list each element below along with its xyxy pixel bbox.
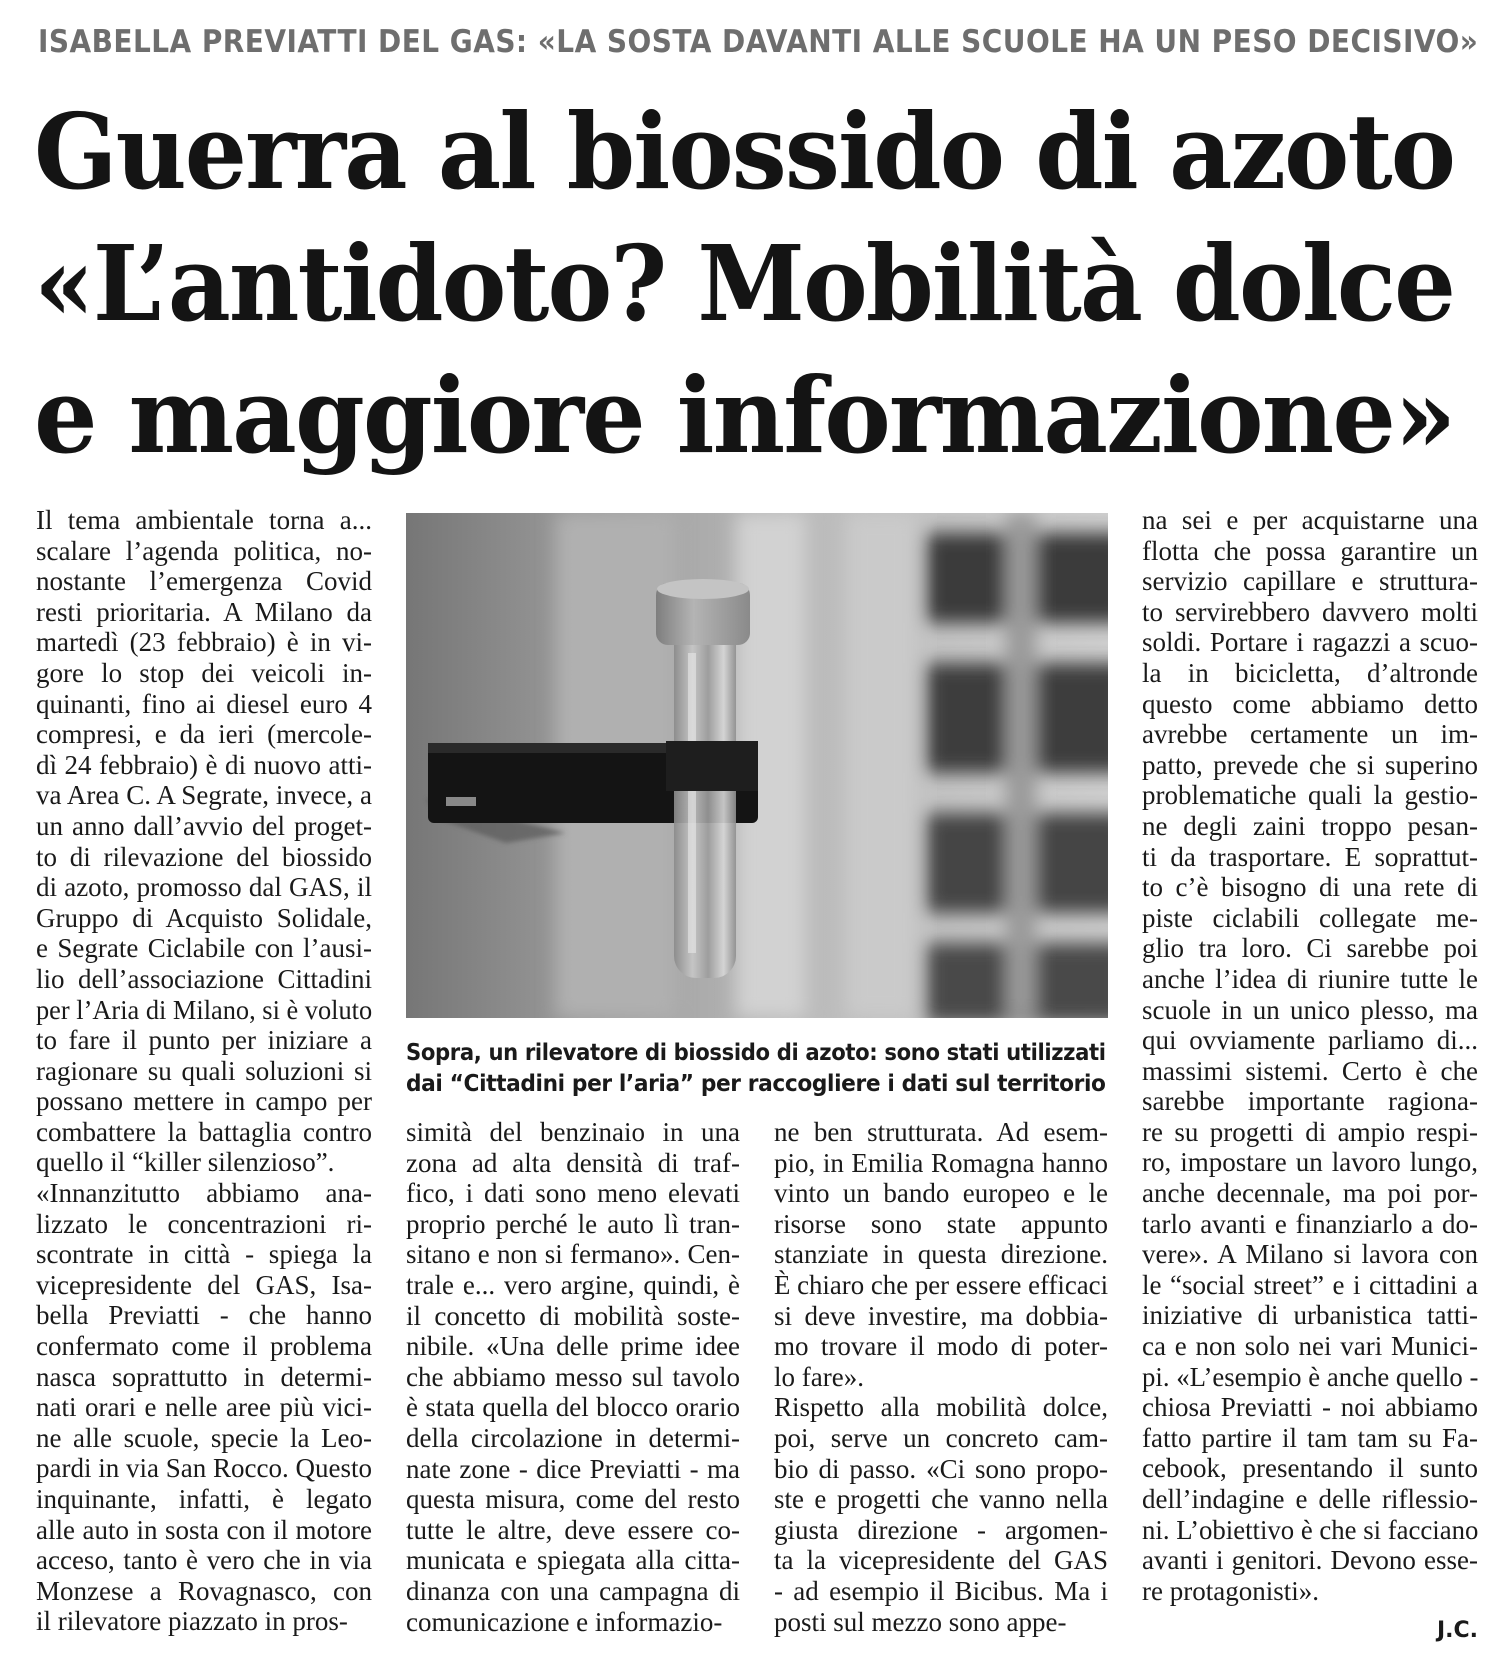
body-text-line: vinto un bando europeo e le — [774, 1178, 1108, 1209]
body-text-line: ste e progetti che vanno nella — [774, 1484, 1108, 1515]
body-text-line: È chiaro che per essere efficaci — [774, 1269, 1109, 1300]
headline-line: «L’antidoto? Mobilità dolce — [34, 222, 1455, 345]
body-text-line: avanti i genitori. Devono esse- — [1142, 1545, 1478, 1576]
author-signature: J.C. — [1436, 1618, 1478, 1643]
body-text-line: di azoto, promosso dal GAS, il — [36, 872, 372, 903]
article-photo — [406, 513, 1108, 1018]
body-text-line: ne degli zaini troppo pesan- — [1142, 810, 1478, 841]
body-text-line: glio tra loro. Ci sarebbe poi — [1142, 933, 1478, 964]
body-text-line: pio, in Emilia Romagna hanno — [774, 1147, 1108, 1178]
body-text-line: fico, i dati sono meno elevati — [406, 1178, 740, 1209]
body-text-line: il rilevatore piazzato in pros- — [36, 1606, 348, 1637]
body-text-line: nostante l’emergenza Covid — [36, 566, 372, 597]
body-text-line: lo fare». — [774, 1361, 864, 1392]
body-text-line: compresi, e da ieri (mercole- — [36, 719, 372, 750]
body-text-line: pi. «L’esempio è anche quello - — [1142, 1361, 1479, 1392]
body-text-line: che abbiamo messo sul tavolo — [406, 1361, 740, 1392]
body-text-line: ti da trasportare. E soprattut- — [1142, 841, 1478, 872]
body-text-line: questo come abbiamo detto — [1142, 688, 1478, 719]
body-text-line: alle auto in sosta con il motore — [36, 1514, 372, 1545]
body-text-line: ca e non solo nei vari Munici- — [1142, 1331, 1478, 1362]
body-text-line: anche decennale, ma poi por- — [1142, 1178, 1478, 1209]
caption-line: dai “Cittadini per l’aria” per raccogliere i dati sul territorio — [406, 1071, 1106, 1097]
body-text-line: per l’Aria di Milano, si è voluto — [36, 994, 373, 1025]
body-text-line: acceso, tanto è vero che in via — [36, 1545, 372, 1576]
text-column-2 — [406, 1117, 740, 1637]
body-text-line: nate zone - dice Previatti - ma — [406, 1453, 740, 1484]
body-text-line: - ad esempio il Bicibus. Ma i — [774, 1575, 1108, 1606]
body-text-line: e Segrate Ciclabile con l’ausi- — [36, 933, 372, 964]
body-text-line: giusta direzione - argomen- — [774, 1514, 1108, 1545]
body-text-line: la in bicicletta, d’altronde — [1142, 657, 1478, 688]
body-text-line: chiosa Previatti - noi abbiamo — [1142, 1392, 1478, 1423]
body-text-line: dì 24 febbraio) è di nuovo atti- — [36, 749, 372, 780]
headline-line: e maggiore informazione» — [34, 354, 1455, 477]
body-text-line: posti sul mezzo sono appe- — [774, 1606, 1067, 1637]
body-text-line: tutte le altre, deve essere co- — [406, 1514, 740, 1545]
body-text-line: vere». A Milano si lavora con — [1142, 1239, 1478, 1270]
body-text-line: tarlo avanti e finanziarlo a do- — [1142, 1208, 1478, 1239]
text-column-1 — [36, 505, 372, 1637]
body-text-line: servizio capillare e struttura- — [1142, 566, 1478, 597]
body-text-line: sarebbe importante ragiona- — [1142, 1086, 1478, 1117]
body-text-line: martedì (23 febbraio) è in vi- — [36, 627, 372, 658]
body-text-line: possano mettere in campo per — [36, 1086, 372, 1117]
body-text-line: confermato come il problema — [36, 1331, 372, 1362]
body-text-line: ne alle scuole, specie la Leo- — [36, 1422, 372, 1453]
body-text-line: mo trovare il modo di poter- — [774, 1331, 1108, 1362]
body-text-line: della circolazione in determi- — [406, 1422, 740, 1453]
body-text-line: lio dell’associazione Cittadini — [36, 963, 372, 994]
body-text-line: qui ovviamente parliamo di... — [1142, 1025, 1478, 1056]
body-text-line: to di rilevazione del biossido — [36, 841, 372, 872]
body-text-line: piste ciclabili collegate me- — [1142, 902, 1478, 933]
body-text-line: ro, impostare un lavoro lungo, — [1142, 1147, 1478, 1178]
body-text-line: quinanti, fino ai diesel euro 4 — [36, 688, 372, 719]
body-text-line: trale e... vero argine, quindi, è — [406, 1269, 740, 1300]
no2-detector-tube-image — [406, 513, 1108, 1018]
body-text-line: gore lo stop dei veicoli in- — [36, 657, 372, 688]
body-text-line: ne ben strutturata. Ad esem- — [774, 1117, 1108, 1147]
body-text-line: scuole in un unico plesso, ma — [1142, 994, 1478, 1025]
body-text-line: quello il “killer silenzioso”. — [36, 1147, 335, 1178]
body-text-line: scontrate in città - spiega la — [36, 1239, 372, 1270]
body-text-line: flotta che possa garantire un — [1142, 535, 1478, 566]
body-text-line: dinanza con una campagna di — [406, 1575, 740, 1606]
body-text-line: risorse sono state appunto — [774, 1208, 1108, 1239]
body-text-line: avrebbe certamente un im- — [1142, 719, 1478, 750]
body-text-line: Il tema ambientale torna a... — [36, 505, 372, 535]
body-text-line: bella Previatti - che hanno — [36, 1300, 372, 1331]
body-text-line: to servirebbero davvero molti — [1142, 596, 1478, 627]
body-text-line: re su progetti di ampio respi- — [1142, 1116, 1478, 1147]
body-text-line: Rispetto alla mobilità dolce, — [774, 1392, 1108, 1423]
headline-line: Guerra al biossido di azoto — [34, 90, 1455, 213]
body-text-line: «Innanzitutto abbiamo ana- — [36, 1178, 372, 1209]
body-text-line: cebook, presentando il sunto — [1142, 1453, 1478, 1484]
article-kicker: ISABELLA PREVIATTI DEL GAS: «LA SOSTA DAVANTI ALLE SCUOLE HA UN PESO DECISIVO» — [38, 24, 1479, 60]
body-text-line: municata e spiegata alla citta- — [406, 1545, 740, 1576]
body-text-line: anche l’idea di riunire tutte le — [1142, 963, 1478, 994]
body-text-line: sitano e non si fermano». Cen- — [406, 1239, 740, 1270]
body-text-line: il concetto di mobilità soste- — [406, 1300, 740, 1331]
text-column-4 — [1142, 505, 1478, 1606]
body-text-line: poi, serve un concreto cam- — [774, 1422, 1108, 1453]
photo-caption — [406, 1038, 1108, 1100]
body-text-line: ni. L’obiettivo è che si facciano — [1142, 1514, 1479, 1545]
body-text-line: resti prioritaria. A Milano da — [36, 596, 372, 627]
body-text-line: re protagonisti». — [1142, 1575, 1319, 1606]
body-text-line: stanziate in questa direzione. — [774, 1239, 1108, 1270]
body-text-line: soldi. Portare i ragazzi a scuo- — [1142, 627, 1478, 658]
body-text-line: problematiche quali la gestio- — [1142, 780, 1478, 811]
body-text-line: le “social street” e i cittadini a — [1142, 1269, 1478, 1300]
body-text-line: ragionare su quali soluzioni si — [36, 1055, 372, 1086]
body-text-line: simità del benzinaio in una — [406, 1117, 740, 1147]
body-text-line: dell’indagine e delle riflessio- — [1142, 1484, 1478, 1514]
body-text-line: pardi in via San Rocco. Questo — [36, 1453, 372, 1484]
body-text-line: to fare il punto per iniziare a — [36, 1025, 372, 1056]
body-text-line: questa misura, come del resto — [406, 1484, 740, 1515]
body-text-line: to c’è bisogno di una rete di — [1142, 872, 1478, 903]
body-text-line: comunicazione e informazio- — [406, 1606, 723, 1637]
body-text-line: inquinante, infatti, è legato — [36, 1484, 372, 1514]
body-text-line: na sei e per acquistarne una — [1142, 505, 1478, 535]
body-text-line: Gruppo di Acquisto Solidale, — [36, 902, 372, 933]
body-text-line: vicepresidente del GAS, Isa- — [36, 1269, 372, 1300]
body-text-line: iniziative di urbanistica tatti- — [1142, 1300, 1478, 1331]
body-text-line: bio di passo. «Ci sono propo- — [774, 1453, 1108, 1484]
body-text-line: va Area C. A Segrate, invece, a — [36, 780, 372, 811]
body-text-line: combattere la battaglia contro — [36, 1116, 372, 1147]
article-headline — [34, 86, 1474, 482]
caption-line: Sopra, un rilevatore di biossido di azoto: sono stati utilizzati — [406, 1040, 1106, 1066]
body-text-line: nati orari e nelle aree più vici- — [36, 1392, 372, 1423]
body-text-line: zona ad alta densità di traf- — [406, 1147, 740, 1178]
body-text-line: proprio perché le auto lì tran- — [406, 1208, 740, 1239]
body-text-line: lizzato le concentrazioni ri- — [36, 1208, 372, 1239]
body-text-line: patto, prevede che si superino — [1142, 749, 1478, 780]
body-text-line: è stata quella del blocco orario — [406, 1392, 740, 1423]
body-text-line: ta la vicepresidente del GAS — [774, 1545, 1108, 1576]
body-text-line: Monzese a Rovagnasco, con — [36, 1575, 372, 1606]
body-text-line: un anno dall’avvio del proget- — [36, 810, 372, 841]
body-text-line: fatto partire il tam tam su Fa- — [1142, 1422, 1478, 1453]
body-text-line: massimi sistemi. Certo è che — [1142, 1055, 1478, 1086]
body-text-line: si deve investire, ma dobbia- — [774, 1300, 1108, 1331]
text-column-3 — [774, 1117, 1108, 1637]
body-text-line: scalare l’agenda politica, no- — [36, 535, 372, 566]
body-text-line: nasca soprattutto in determi- — [36, 1361, 372, 1392]
body-text-line: nibile. «Una delle prime idee — [406, 1331, 740, 1362]
